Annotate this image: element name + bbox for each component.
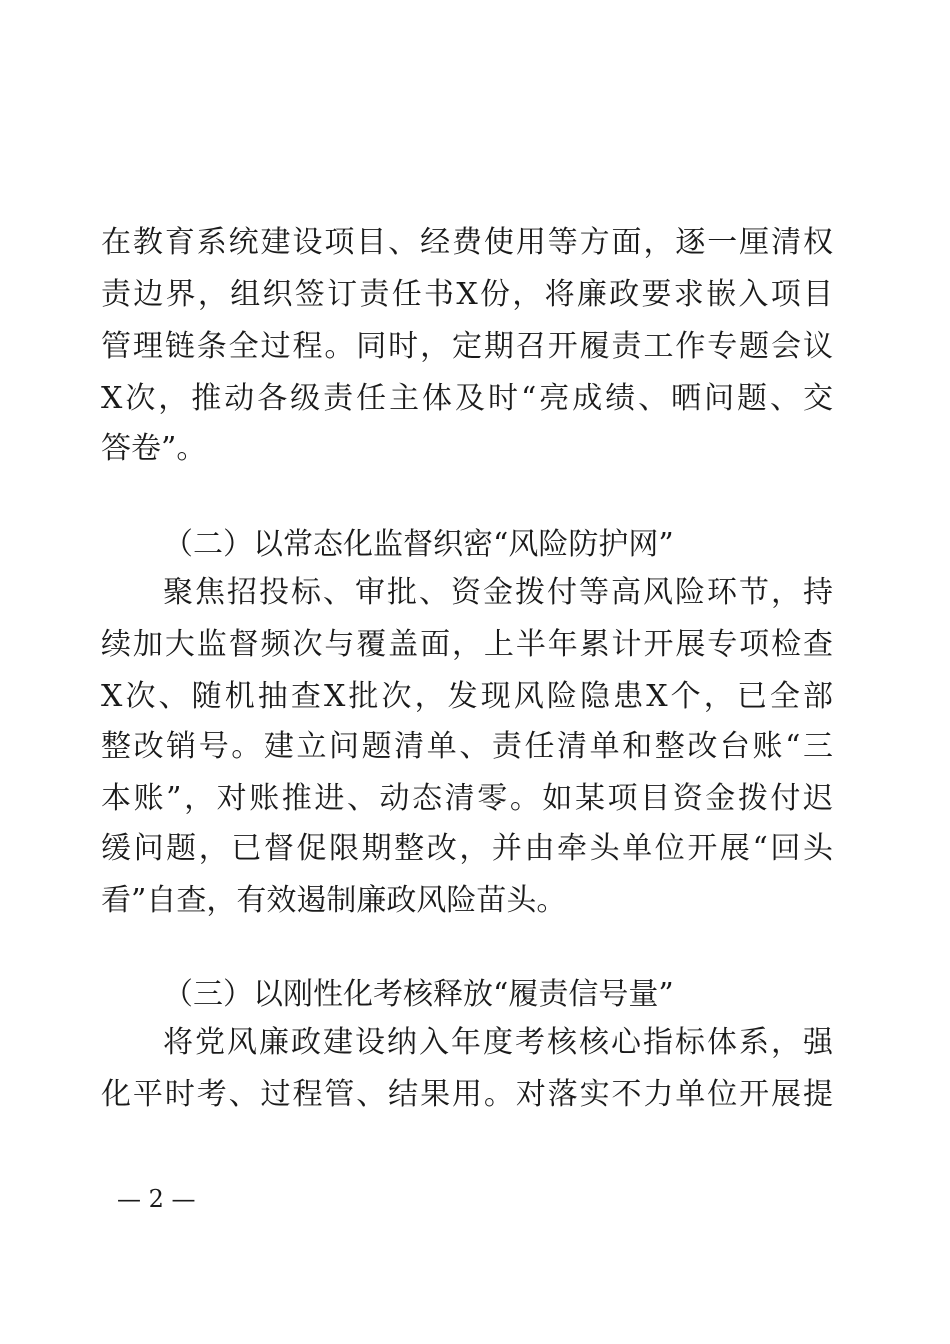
paragraph-line: X次，推动各级责任主体及时“亮成绩、晒问题、交 <box>101 381 833 416</box>
paragraph-line: 本账”，对账推进、动态清零。如某项目资金拨付迟 <box>101 781 833 816</box>
section-heading-2: （二）以常态化监督织密“风险防护网” <box>163 527 674 562</box>
paragraph-line: 聚焦招投标、审批、资金拨付等高风险环节，持 <box>163 575 833 610</box>
paragraph-line: 管理链条全过程。同时，定期召开履责工作专题会议 <box>101 329 833 364</box>
paragraph-line: 答卷”。 <box>101 431 207 466</box>
paragraph-line: 看”自查，有效遏制廉政风险苗头。 <box>101 883 567 918</box>
section-heading-3: （三）以刚性化考核释放“履责信号量” <box>163 977 674 1012</box>
paragraph-line: 责边界，组织签订责任书X份，将廉政要求嵌入项目 <box>101 277 833 312</box>
paragraph-line: 在教育系统建设项目、经费使用等方面，逐一厘清权 <box>101 225 833 260</box>
paragraph-line: 整改销号。建立问题清单、责任清单和整改台账“三 <box>101 729 833 764</box>
paragraph-line: 化平时考、过程管、结果用。对落实不力单位开展提 <box>101 1077 833 1112</box>
paragraph-line: 续加大监督频次与覆盖面，上半年累计开展专项检查 <box>101 627 833 662</box>
page-number: — 2 — <box>117 1185 196 1213</box>
paragraph-line: 将党风廉政建设纳入年度考核核心指标体系，强 <box>163 1025 833 1060</box>
paragraph-line: X次、随机抽查X批次，发现风险隐患X个，已全部 <box>101 679 833 714</box>
paragraph-line: 缓问题，已督促限期整改，并由牵头单位开展“回头 <box>101 831 833 866</box>
